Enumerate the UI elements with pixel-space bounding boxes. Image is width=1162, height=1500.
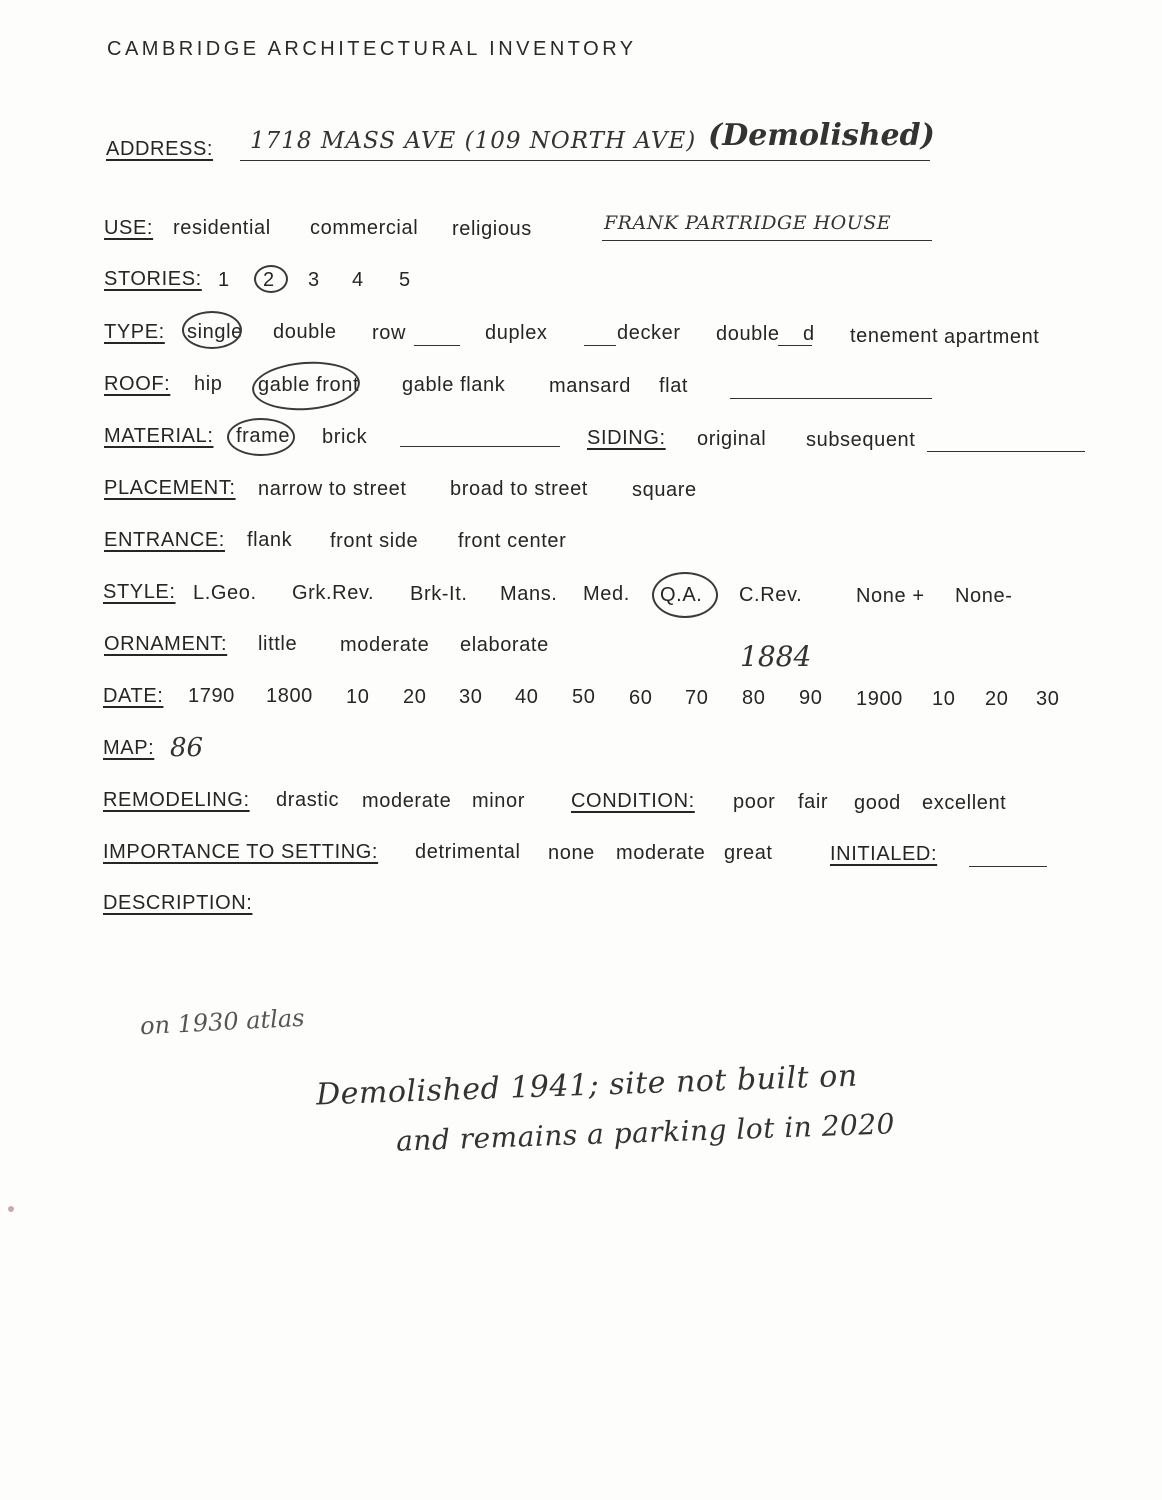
stories-option-3: 3 xyxy=(308,269,320,291)
use-label: USE: xyxy=(104,217,154,239)
description-note-parking: and remains a parking lot in 2020 xyxy=(395,1107,896,1158)
date-option-1790: 1790 xyxy=(188,685,235,707)
type-option-row: row xyxy=(372,322,407,344)
ornament-option-moderate: moderate xyxy=(340,634,430,656)
row-blank xyxy=(414,345,460,346)
date-option-90: 90 xyxy=(799,687,823,709)
ornament-label: ORNAMENT: xyxy=(104,633,228,655)
roof-option-flat: flat xyxy=(659,375,689,397)
importance-option-none: none xyxy=(548,842,595,864)
importance-option-moderate: moderate xyxy=(616,842,706,864)
date-option-1920: 20 xyxy=(985,688,1009,710)
material-other-blank xyxy=(400,446,560,447)
use-option-religious: religious xyxy=(452,218,532,240)
address-line xyxy=(240,160,930,161)
siding-label: SIDING: xyxy=(587,427,666,449)
style-option-none-minus: None- xyxy=(955,585,1013,607)
condition-option-poor: poor xyxy=(733,791,776,813)
use-option-residential: residential xyxy=(173,217,271,239)
type-option-double: double xyxy=(273,321,337,343)
address-label: ADDRESS: xyxy=(106,138,214,160)
style-option-lgeo: L.Geo. xyxy=(193,582,257,604)
date-option-50: 50 xyxy=(572,686,596,708)
type-option-single: single xyxy=(187,321,243,343)
entrance-label: ENTRANCE: xyxy=(104,529,225,551)
placement-option-broad: broad to street xyxy=(450,478,588,500)
stories-option-2: 2 xyxy=(263,269,275,291)
style-option-med: Med. xyxy=(583,583,630,605)
description-note-atlas: on 1930 atlas xyxy=(139,1003,306,1041)
paper-mark xyxy=(8,1206,14,1212)
type-option-d: d xyxy=(803,323,815,345)
material-label: MATERIAL: xyxy=(104,425,214,447)
remodeling-option-moderate: moderate xyxy=(362,790,452,812)
style-label: STYLE: xyxy=(103,581,176,603)
initialed-blank xyxy=(969,866,1047,867)
type-option-apartment: apartment xyxy=(944,326,1040,348)
use-option-commercial: commercial xyxy=(310,217,419,239)
date-option-70: 70 xyxy=(685,687,709,709)
roof-other-blank xyxy=(730,398,932,399)
condition-option-good: good xyxy=(854,792,901,814)
date-option-40: 40 xyxy=(515,686,539,708)
condition-label: CONDITION: xyxy=(571,790,695,812)
entrance-option-front-side: front side xyxy=(330,530,419,552)
siding-other-blank xyxy=(927,451,1085,452)
placement-option-square: square xyxy=(632,479,697,501)
remodeling-option-minor: minor xyxy=(472,790,526,812)
address-value: 1718 MASS AVE (109 NORTH AVE) xyxy=(250,128,697,154)
type-label: TYPE: xyxy=(104,321,165,343)
material-option-frame: frame xyxy=(236,425,291,447)
remodeling-label: REMODELING: xyxy=(103,789,250,811)
date-option-30: 30 xyxy=(459,686,483,708)
description-label: DESCRIPTION: xyxy=(103,892,253,914)
date-handwritten: 1884 xyxy=(740,640,812,673)
stories-option-1: 1 xyxy=(218,269,230,291)
date-option-10: 10 xyxy=(346,686,370,708)
map-label: MAP: xyxy=(103,737,155,759)
style-option-mans: Mans. xyxy=(500,583,558,605)
style-option-grkrev: Grk.Rev. xyxy=(292,582,375,604)
house-name: FRANK PARTRIDGE HOUSE xyxy=(604,212,892,234)
remodeling-option-drastic: drastic xyxy=(276,789,340,811)
placement-option-narrow: narrow to street xyxy=(258,478,407,500)
roof-label: ROOF: xyxy=(104,373,171,395)
stories-label: STORIES: xyxy=(104,268,202,290)
stories-option-4: 4 xyxy=(352,269,364,291)
type-option-double-decker: double xyxy=(716,323,780,345)
type-selected-circle xyxy=(182,311,242,349)
roof-option-mansard: mansard xyxy=(549,375,632,397)
importance-label: IMPORTANCE TO SETTING: xyxy=(103,841,379,863)
stories-option-5: 5 xyxy=(399,269,411,291)
siding-option-subsequent: subsequent xyxy=(806,429,916,451)
material-option-brick: brick xyxy=(322,426,368,448)
ornament-option-elaborate: elaborate xyxy=(460,634,549,656)
material-selected-circle xyxy=(227,418,295,456)
placement-label: PLACEMENT: xyxy=(104,477,236,499)
ornament-option-little: little xyxy=(258,633,298,655)
entrance-option-flank: flank xyxy=(247,529,293,551)
date-option-60: 60 xyxy=(629,687,653,709)
type-option-tenement: tenement xyxy=(850,325,939,347)
type-option-decker: decker xyxy=(617,322,681,344)
date-option-80: 80 xyxy=(742,687,766,709)
date-option-1800: 1800 xyxy=(266,685,313,707)
initialed-label: INITIALED: xyxy=(830,843,938,865)
siding-option-original: original xyxy=(697,428,767,450)
entrance-option-front-center: front center xyxy=(458,530,567,552)
form-header: CAMBRIDGE ARCHITECTURAL INVENTORY xyxy=(107,38,637,60)
roof-option-gable-front: gable front xyxy=(258,374,360,396)
style-option-none-plus: None + xyxy=(856,585,925,607)
date-option-20: 20 xyxy=(403,686,427,708)
importance-option-great: great xyxy=(724,842,773,864)
condition-option-fair: fair xyxy=(798,791,829,813)
importance-option-detrimental: detrimental xyxy=(415,841,521,863)
map-value: 86 xyxy=(170,733,204,763)
condition-option-excellent: excellent xyxy=(922,792,1007,814)
date-option-1930: 30 xyxy=(1036,688,1060,710)
style-selected-circle xyxy=(652,572,718,618)
date-option-1900: 1900 xyxy=(856,688,903,710)
date-label: DATE: xyxy=(103,685,164,707)
use-name-line xyxy=(602,240,932,241)
roof-option-hip: hip xyxy=(194,373,223,395)
roof-option-gable-flank: gable flank xyxy=(402,374,506,396)
style-option-brkit: Brk-It. xyxy=(410,583,468,605)
stories-selected-circle xyxy=(254,265,288,293)
roof-selected-circle xyxy=(250,358,361,413)
demolished-note: (Demolished) xyxy=(708,118,935,153)
type-option-duplex: duplex xyxy=(485,322,548,344)
decker-blank xyxy=(584,345,616,346)
date-option-1910: 10 xyxy=(932,688,956,710)
style-option-crev: C.Rev. xyxy=(739,584,803,606)
style-option-qa: Q.A. xyxy=(660,584,703,606)
description-note-demolished: Demolished 1941; site not built on xyxy=(315,1058,859,1113)
